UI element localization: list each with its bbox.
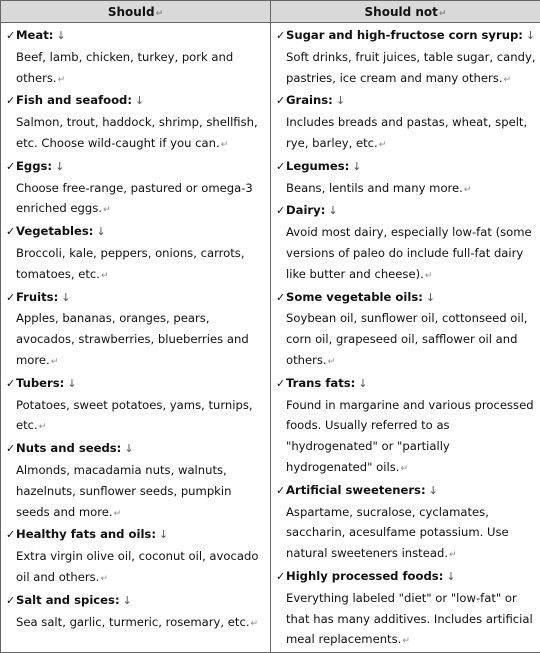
- item-title: Meat:: [16, 28, 53, 42]
- line-break-arrow-icon: ↓: [123, 594, 132, 607]
- list-item: [6, 25, 266, 90]
- item-title: Legumes:: [286, 159, 349, 173]
- item-description: Almonds, macadamia nuts, walnuts, hazelnuts, sunflower seeds, pumpkin seeds and more.: [16, 463, 231, 519]
- item-description-line: [276, 308, 536, 372]
- list-item: [276, 25, 536, 90]
- check-icon: ✓: [276, 201, 286, 222]
- line-break-arrow-icon: ↓: [429, 484, 438, 497]
- item-heading-line: [276, 373, 536, 395]
- item-description: Potatoes, sweet potatoes, yams, turnips, etc.: [16, 398, 253, 433]
- item-title: Healthy fats and oils:: [16, 527, 156, 541]
- item-description-line: [6, 612, 266, 635]
- line-break-arrow-icon: ↓: [61, 291, 70, 304]
- item-heading-line: [6, 90, 266, 112]
- list-item: [276, 90, 536, 155]
- list-item: [276, 566, 536, 652]
- paragraph-mark-icon: ↵: [400, 464, 408, 474]
- check-icon: ✓: [276, 374, 286, 395]
- item-title: Dairy:: [286, 203, 325, 217]
- table-header-row: [1, 1, 540, 23]
- line-break-arrow-icon: ↓: [159, 528, 168, 541]
- item-heading-line: [276, 566, 536, 588]
- list-item: [6, 438, 266, 524]
- paragraph-mark-icon: ↵: [221, 140, 229, 150]
- line-break-arrow-icon: ↓: [336, 94, 345, 107]
- line-break-arrow-icon: ↓: [358, 377, 367, 390]
- item-title: Tubers:: [16, 376, 64, 390]
- paragraph-mark-icon: ↵: [328, 357, 336, 367]
- paragraph-mark-icon: ↵: [103, 205, 111, 215]
- list-item: [276, 373, 536, 480]
- item-heading-line: [6, 524, 266, 546]
- item-description-line: [276, 222, 536, 286]
- item-heading-line: [276, 25, 536, 47]
- item-description: Broccoli, kale, peppers, onions, carrots, tomatoes, etc.: [16, 246, 245, 281]
- paragraph-mark-icon: ↵: [449, 550, 457, 560]
- line-break-arrow-icon: ↓: [67, 377, 76, 390]
- check-icon: ✓: [6, 26, 16, 47]
- item-heading-line: [276, 200, 536, 222]
- should-column: [1, 23, 271, 653]
- item-description-line: [276, 395, 536, 480]
- item-description: Soybean oil, sunflower oil, cottonseed oil, corn oil, grapeseed oil, safflower oil and others.: [286, 311, 528, 367]
- item-heading-line: [6, 221, 266, 243]
- item-description-line: [276, 112, 536, 156]
- paragraph-mark-icon: ↵: [100, 574, 108, 584]
- line-break-arrow-icon: ↓: [124, 442, 133, 455]
- paragraph-mark-icon: ↵: [101, 271, 109, 281]
- item-heading-line: [6, 590, 266, 612]
- paragraph-mark-icon: ↵: [51, 357, 59, 367]
- item-heading-line: [6, 25, 266, 47]
- item-heading-line: [276, 156, 536, 178]
- item-description-line: [6, 460, 266, 524]
- should-not-column: [271, 23, 540, 653]
- item-title: Vegetables:: [16, 224, 93, 238]
- item-description: Apples, bananas, oranges, pears, avocados, strawberries, blueberries and more.: [16, 311, 249, 367]
- list-item: [6, 221, 266, 286]
- item-description: Aspartame, sucralose, cyclamates, saccharin, acesulfame potassium. Use natural sweeteners instead.: [286, 505, 509, 561]
- line-break-arrow-icon: ↓: [55, 160, 64, 173]
- item-description-line: [6, 243, 266, 287]
- item-heading-line: [276, 480, 536, 502]
- item-title: Some vegetable oils:: [286, 290, 423, 304]
- check-icon: ✓: [6, 374, 16, 395]
- check-icon: ✓: [6, 525, 16, 546]
- item-description-line: [276, 588, 536, 652]
- item-heading-line: [276, 90, 536, 112]
- paragraph-mark-icon: ↵: [39, 422, 47, 432]
- paragraph-mark-icon: ↵: [464, 185, 472, 195]
- list-item: [6, 287, 266, 373]
- item-description-line: [6, 47, 266, 91]
- paragraph-mark-icon: ↵: [379, 140, 387, 150]
- item-description-line: [6, 112, 266, 156]
- item-description-line: [276, 47, 536, 91]
- item-description: Beans, lentils and many more.: [286, 181, 463, 195]
- check-icon: ✓: [276, 26, 286, 47]
- item-heading-line: [276, 287, 536, 309]
- paragraph-mark-icon: ↵: [251, 619, 259, 629]
- paragraph-mark-icon: ↵: [402, 636, 410, 646]
- item-description: Everything labeled "diet" or "low-fat" or that has many additives. Includes artificial meal replacements.: [286, 591, 533, 647]
- line-break-arrow-icon: ↓: [56, 29, 65, 42]
- item-heading-line: [6, 156, 266, 178]
- check-icon: ✓: [6, 91, 16, 112]
- line-break-arrow-icon: ↓: [446, 570, 455, 583]
- item-description: Sea salt, garlic, turmeric, rosemary, etc.: [16, 615, 250, 629]
- item-heading-line: [6, 373, 266, 395]
- check-icon: ✓: [6, 439, 16, 460]
- item-title: Fish and seafood:: [16, 93, 132, 107]
- item-description: Found in margarine and various processed foods. Usually referred to as "hydrogenated" or "partially hydrogenated" oils.: [286, 398, 534, 474]
- item-description: Beef, lamb, chicken, turkey, pork and others.: [16, 50, 233, 85]
- item-description: Salmon, trout, haddock, shrimp, shellfish, etc. Choose wild-caught if you can.: [16, 115, 258, 150]
- check-icon: ✓: [6, 591, 16, 612]
- header-should-not: Should not↵: [271, 1, 540, 23]
- item-title: Fruits:: [16, 290, 58, 304]
- item-description: Avoid most dairy, especially low-fat (some versions of paleo do include full-fat dairy like butter and cheese).: [286, 225, 532, 281]
- line-break-arrow-icon: ↓: [426, 291, 435, 304]
- list-item: [276, 287, 536, 373]
- list-item: [276, 200, 536, 286]
- item-title: Highly processed foods:: [286, 569, 443, 583]
- item-title: Salt and spices:: [16, 593, 120, 607]
- item-heading-line: [6, 438, 266, 460]
- header-should: Should↵: [1, 1, 271, 23]
- list-item: [6, 590, 266, 635]
- item-description-line: [276, 178, 536, 201]
- line-break-arrow-icon: ↓: [352, 160, 361, 173]
- item-title: Artificial sweeteners:: [286, 483, 426, 497]
- check-icon: ✓: [276, 91, 286, 112]
- check-icon: ✓: [6, 222, 16, 243]
- list-item: [276, 156, 536, 201]
- item-description: Includes breads and pastas, wheat, spelt, rye, barley, etc.: [286, 115, 527, 150]
- list-item: [6, 90, 266, 155]
- item-description: Extra virgin olive oil, coconut oil, avocado oil and others.: [16, 549, 258, 584]
- check-icon: ✓: [276, 481, 286, 502]
- item-title: Eggs:: [16, 159, 52, 173]
- paragraph-mark-icon: ↵: [114, 509, 122, 519]
- list-item: [276, 480, 536, 566]
- list-item: [6, 156, 266, 221]
- list-item: [6, 373, 266, 438]
- line-break-arrow-icon: ↓: [96, 225, 105, 238]
- item-title: Sugar and high-fructose corn syrup:: [286, 28, 523, 42]
- list-item: [6, 524, 266, 589]
- item-description: Soft drinks, fruit juices, table sugar, candy, pastries, ice cream and many others.: [286, 50, 536, 85]
- item-description-line: [276, 502, 536, 566]
- check-icon: ✓: [6, 288, 16, 309]
- paragraph-mark-icon: ↵: [504, 75, 512, 85]
- item-description-line: [6, 178, 266, 222]
- item-title: Grains:: [286, 93, 333, 107]
- line-break-arrow-icon: ↓: [526, 29, 535, 42]
- item-description-line: [6, 546, 266, 590]
- item-heading-line: [6, 287, 266, 309]
- line-break-arrow-icon: ↓: [328, 204, 337, 217]
- item-title: Nuts and seeds:: [16, 441, 121, 455]
- paragraph-mark-icon: ↵: [425, 271, 433, 281]
- table-body-row: [1, 23, 540, 653]
- paragraph-mark-icon: ↵: [58, 75, 66, 85]
- check-icon: ✓: [276, 288, 286, 309]
- item-description: Choose free-range, pastured or omega-3 enriched eggs.: [16, 181, 253, 216]
- check-icon: ✓: [276, 567, 286, 588]
- item-description-line: [6, 395, 266, 439]
- item-description-line: [6, 308, 266, 372]
- item-title: Trans fats:: [286, 376, 355, 390]
- line-break-arrow-icon: ↓: [135, 94, 144, 107]
- check-icon: ✓: [276, 157, 286, 178]
- check-icon: ✓: [6, 157, 16, 178]
